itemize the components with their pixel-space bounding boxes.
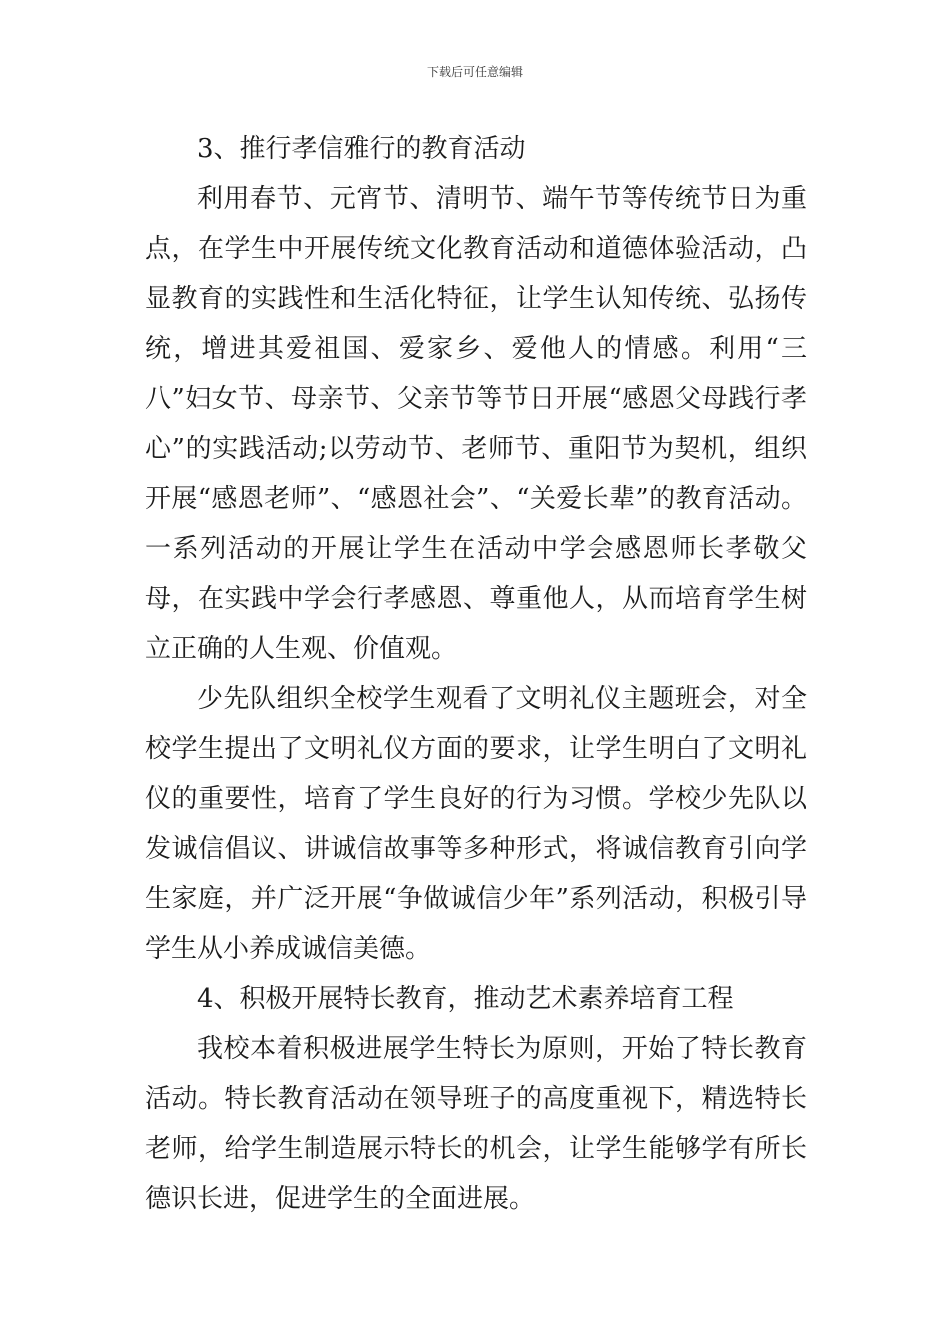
- paragraph-specialty-education: 我校本着积极进展学生特长为原则，开始了特长教育活动。特长教育活动在领导班子的高度重视下，精选特长老师，给学生制造展示特长的机会，让学生能够学有所长德识长进，促进学生的全面进展。: [145, 1034, 807, 1214]
- paragraph-traditional-festivals: 利用春节、元宵节、清明节、端午节等传统节日为重点，在学生中开展传统文化教育活动和道德体验活动，凸显教育的实践性和生活化特征，让学生认知传统、弘扬传统，增进其爱祖国、爱家乡、爱他人的情感。利用“三八”妇女节、母亲节、父亲节等节日开展“感恩父母践行孝心”的实践活动;以劳动节、老师节、重阳节为契机，组织开展“感恩老师”、“感恩社会”、“关爱长辈”的教育活动。一系列活动的开展让学生在活动中学会感恩师长孝敬父母，在实践中学会行孝感恩、尊重他人，从而培育学生树立正确的人生观、价值观。: [145, 184, 807, 664]
- document-body: [145, 124, 807, 1224]
- section-heading-3: 3、推行孝信雅行的教育活动: [197, 134, 526, 164]
- page-header: 下载后可任意编辑: [426, 65, 523, 79]
- section-heading-4: 4、积极开展特长教育，推动艺术素养培育工程: [197, 984, 734, 1014]
- paragraph-civility-integrity: 少先队组织全校学生观看了文明礼仪主题班会，对全校学生提出了文明礼仪方面的要求，让学生明白了文明礼仪的重要性，培育了学生良好的行为习惯。学校少先队以发诚信倡议、讲诚信故事等多种形式，将诚信教育引向学生家庭，并广泛开展“争做诚信少年”系列活动，积极引导学生从小养成诚信美德。: [145, 684, 807, 964]
